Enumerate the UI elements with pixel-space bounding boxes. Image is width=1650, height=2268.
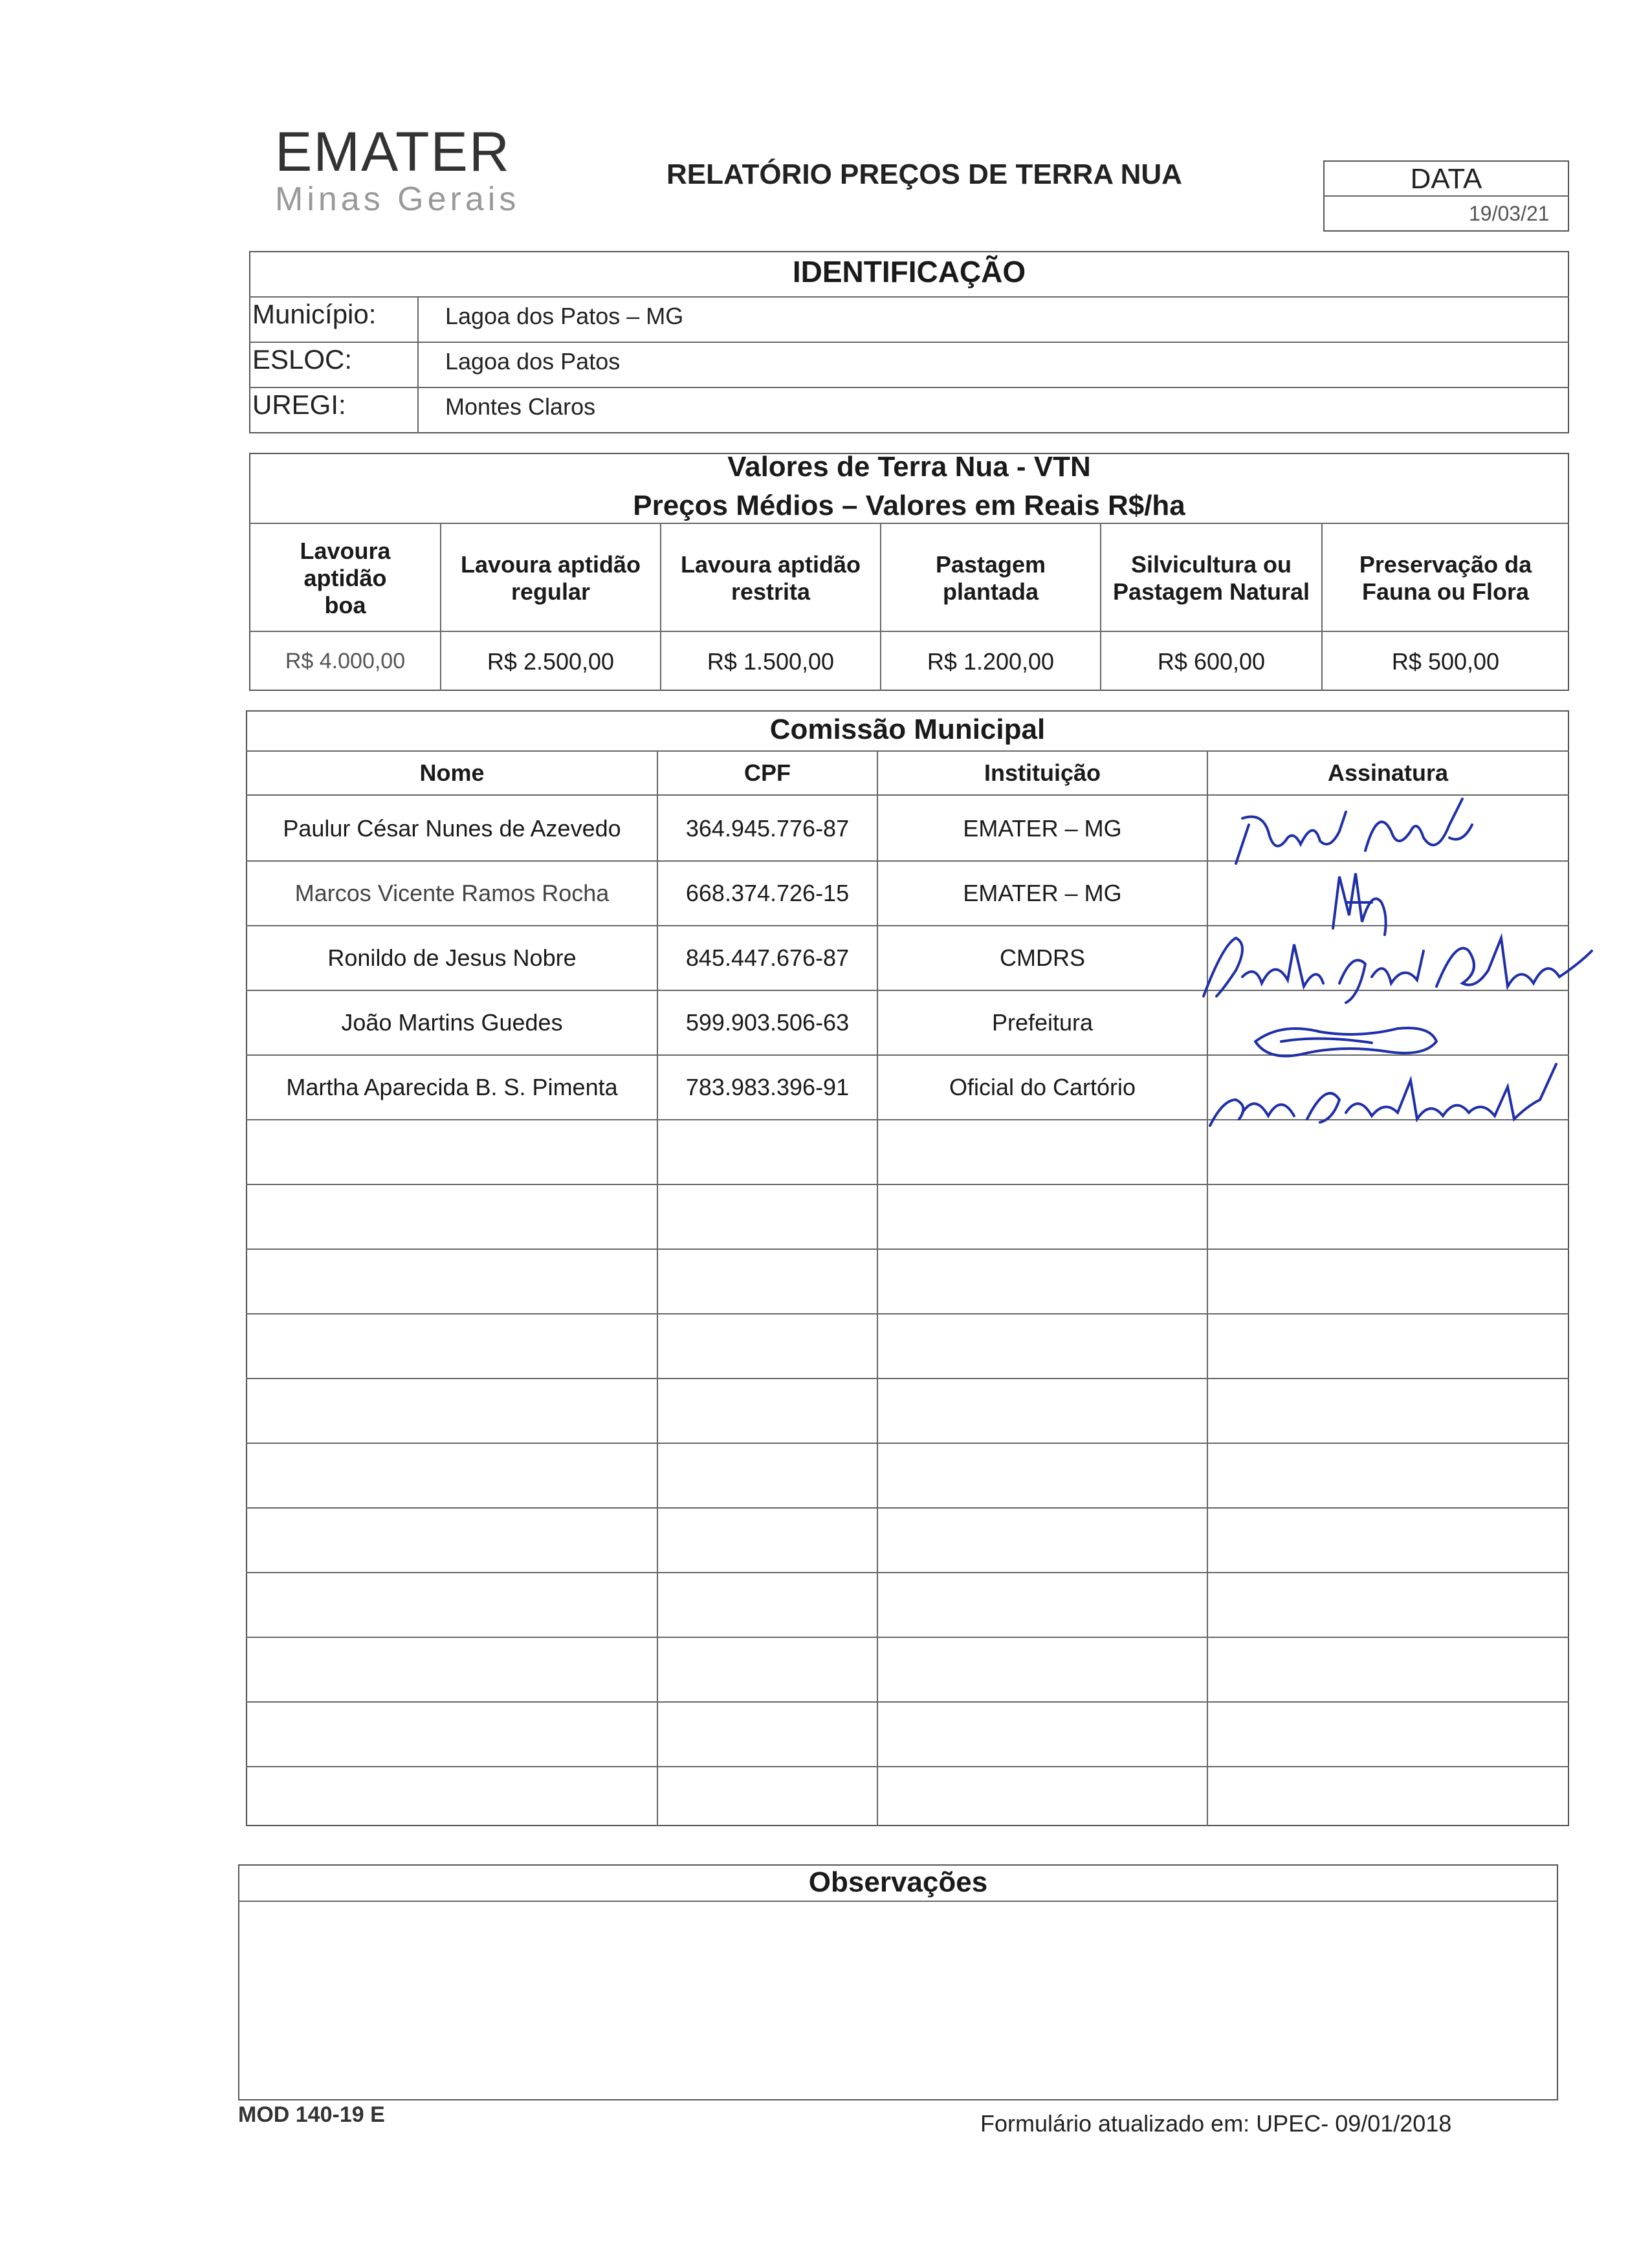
identificacao-heading: IDENTIFICAÇÃO <box>792 255 1026 289</box>
comissao-header-nome: Nome <box>419 759 485 786</box>
member-cpf: 668.374.726-15 <box>685 880 850 906</box>
date-label: DATA <box>1410 163 1482 195</box>
signature-3 <box>1197 925 1598 1009</box>
logo-subtitle: Minas Gerais <box>275 180 520 218</box>
observacoes-heading: Observações <box>808 1866 988 1898</box>
logo <box>275 123 520 217</box>
signature-1 <box>1216 792 1488 870</box>
member-nome: Ronildo de Jesus Nobre <box>327 944 577 971</box>
vtn-value-silvicultura: R$ 600,00 <box>1157 648 1266 675</box>
observacoes-section <box>238 1864 1558 2100</box>
vtn-col-header-pastagem-plantada: Pastagem plantada <box>935 551 1046 605</box>
vtn-value-lavoura-regular: R$ 2.500,00 <box>487 648 615 675</box>
esloc-value: Lagoa dos Patos <box>445 348 621 375</box>
vtn-value-lavoura-restrita: R$ 1.500,00 <box>707 648 835 675</box>
form-model-code: MOD 140-19 E <box>238 2102 385 2127</box>
vtn-value-lavoura-boa: R$ 4.000,00 <box>285 649 406 673</box>
member-instituicao: Prefeitura <box>991 1009 1094 1036</box>
form-updated-note: Formulário atualizado em: UPEC- 09/01/2018 <box>980 2110 1452 2137</box>
uregi-label: UREGI: <box>252 389 346 420</box>
member-instituicao: EMATER – MG <box>963 815 1122 842</box>
vtn-value-preservacao: R$ 500,00 <box>1391 648 1500 675</box>
vtn-col-header-lavoura-restrita: Lavoura aptidão restrita <box>680 551 861 605</box>
member-nome: Marcos Vicente Ramos Rocha <box>294 880 610 906</box>
comissao-heading: Comissão Municipal <box>769 714 1046 745</box>
member-cpf: 599.903.506-63 <box>685 1009 850 1036</box>
comissao-header-assinatura: Assinatura <box>1327 759 1449 786</box>
member-instituicao: CMDRS <box>1000 944 1085 971</box>
vtn-subheading: Preços Médios – Valores em Reais R$/ha <box>633 490 1185 521</box>
logo-wordmark: EMATER <box>275 121 511 183</box>
vtn-heading: Valores de Terra Nua - VTN <box>727 451 1091 483</box>
vtn-value-pastagem-plantada: R$ 1.200,00 <box>927 648 1055 675</box>
member-cpf: 783.983.396-91 <box>685 1074 850 1100</box>
page-title: RELATÓRIO PREÇOS DE TERRA NUA <box>666 158 1182 190</box>
member-instituicao: Oficial do Cartório <box>949 1074 1136 1100</box>
comissao-header-instituicao: Instituição <box>984 759 1101 786</box>
member-instituicao: EMATER – MG <box>963 880 1122 906</box>
member-cpf: 364.945.776-87 <box>685 815 850 842</box>
member-cpf: 845.447.676-87 <box>685 944 850 971</box>
vtn-col-header-silvicultura: Silvicultura ou Pastagem Natural <box>1112 551 1310 605</box>
member-nome: Paulur César Nunes de Azevedo <box>283 815 621 842</box>
member-nome: Martha Aparecida B. S. Pimenta <box>286 1074 618 1100</box>
vtn-col-header-preservacao: Preservação da Fauna ou Flora <box>1359 551 1532 605</box>
municipio-value: Lagoa dos Patos – MG <box>445 303 684 329</box>
municipio-label: Município: <box>252 299 377 329</box>
member-nome: João Martins Guedes <box>341 1009 563 1036</box>
vtn-col-header-lavoura-regular: Lavoura aptidão regular <box>460 551 641 605</box>
uregi-value: Montes Claros <box>445 393 596 420</box>
signature-5 <box>1204 1061 1566 1132</box>
date-value: 19/03/21 <box>1469 202 1550 225</box>
signature-4 <box>1242 1016 1449 1067</box>
esloc-label: ESLOC: <box>252 344 353 375</box>
vtn-col-header-lavoura-boa: Lavoura aptidão boa <box>300 538 391 618</box>
comissao-header-cpf: CPF <box>744 759 791 786</box>
